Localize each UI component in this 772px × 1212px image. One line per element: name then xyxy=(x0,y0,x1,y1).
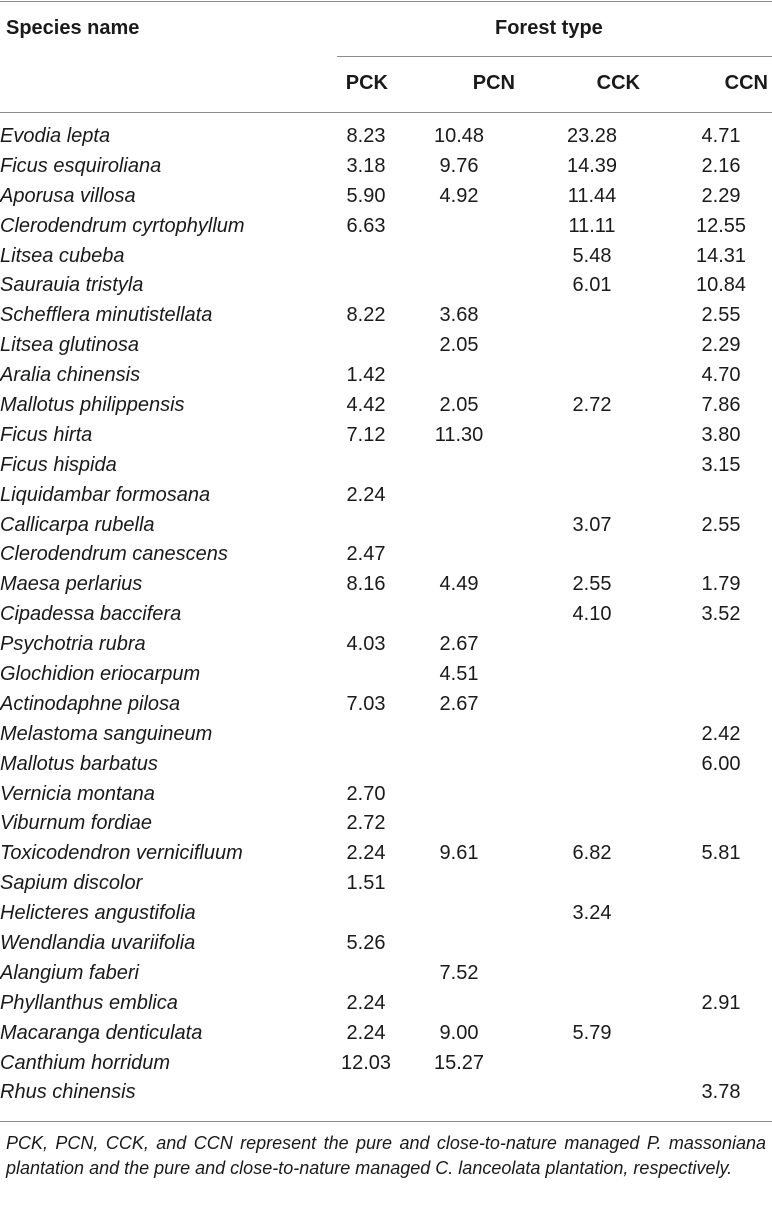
value-cell-cck xyxy=(514,958,670,988)
species-cell: Schefflera minutistellata xyxy=(0,304,213,327)
value-cell-pcn xyxy=(404,480,514,510)
table-row xyxy=(0,719,772,749)
value-cell-ccn xyxy=(670,928,772,958)
species-cell: Phyllanthus emblica xyxy=(0,991,178,1014)
value-cell-cck: 4.10 xyxy=(572,603,612,626)
value-cell-pck: 2.24 xyxy=(346,1021,386,1044)
table-bottom-rule xyxy=(0,1121,772,1122)
value-cell-ccn: 10.84 xyxy=(695,274,747,297)
value-cell-ccn: 12.55 xyxy=(695,214,747,237)
table-row xyxy=(0,420,772,450)
value-cell-pck: 8.22 xyxy=(346,304,386,327)
value-cell-ccn: 4.71 xyxy=(701,124,741,147)
value-cell-cck: 6.01 xyxy=(572,274,612,297)
value-cell-pck xyxy=(328,241,404,271)
species-cell: Psychotria rubra xyxy=(0,633,146,656)
value-cell-pck: 1.42 xyxy=(346,364,386,387)
table-row xyxy=(0,360,772,390)
value-cell-pck: 6.63 xyxy=(346,214,386,237)
value-cell-cck xyxy=(514,300,670,330)
table-row xyxy=(0,838,772,868)
value-cell-cck xyxy=(514,330,670,360)
value-cell-cck: 14.39 xyxy=(566,154,618,177)
species-cell: Rhus chinensis xyxy=(0,1081,136,1104)
value-cell-cck xyxy=(514,539,670,569)
species-cell: Wendlandia uvariifolia xyxy=(0,931,196,954)
value-cell-pcn xyxy=(404,779,514,809)
table-row xyxy=(0,211,772,241)
table-footnote: PCK, PCN, CCK, and CCN represent the pure and close-to-nature managed P. massoniana plantation and the pure and close-to-nature managed C. lanceolata plantation, respectively. xyxy=(6,1133,766,1178)
species-cell: Mallotus barbatus xyxy=(0,752,158,775)
value-cell-pck: 2.47 xyxy=(346,543,386,566)
value-cell-pck: 12.03 xyxy=(340,1051,392,1074)
value-cell-pck: 4.42 xyxy=(346,393,386,416)
table-row xyxy=(0,270,772,300)
value-cell-ccn xyxy=(670,898,772,928)
value-cell-pck: 2.24 xyxy=(346,991,386,1014)
species-table-body xyxy=(0,121,772,1107)
value-cell-cck: 2.72 xyxy=(572,393,612,416)
value-cell-ccn: 2.16 xyxy=(701,154,741,177)
value-cell-ccn: 2.55 xyxy=(701,513,741,536)
value-cell-ccn: 2.29 xyxy=(701,334,741,357)
species-cell: Evodia lepta xyxy=(0,124,111,147)
value-cell-ccn xyxy=(670,958,772,988)
species-cell: Maesa perlarius xyxy=(0,573,143,596)
table-row xyxy=(0,868,772,898)
species-cell: Liquidambar formosana xyxy=(0,483,211,506)
value-cell-ccn: 1.79 xyxy=(701,573,741,596)
value-cell-cck xyxy=(514,868,670,898)
value-cell-cck xyxy=(514,450,670,480)
species-cell: Aralia chinensis xyxy=(0,364,141,387)
value-cell-ccn: 4.70 xyxy=(701,364,741,387)
value-cell-pck: 8.16 xyxy=(346,573,386,596)
species-cell: Toxicodendron vernicifluum xyxy=(0,842,243,865)
value-cell-pcn: 4.49 xyxy=(439,573,479,596)
species-cell: Ficus esquiroliana xyxy=(0,154,162,177)
column-header-pck: PCK xyxy=(345,72,388,94)
value-cell-ccn: 3.15 xyxy=(701,453,741,476)
table-row xyxy=(0,121,772,151)
species-cell: Cipadessa baccifera xyxy=(0,603,182,626)
value-cell-cck xyxy=(514,719,670,749)
value-cell-cck xyxy=(514,988,670,1018)
table-row xyxy=(0,599,772,629)
value-cell-ccn: 2.42 xyxy=(701,722,741,745)
value-cell-ccn xyxy=(670,868,772,898)
value-cell-pcn: 4.92 xyxy=(439,184,479,207)
value-cell-cck: 3.24 xyxy=(572,902,612,925)
value-cell-pcn xyxy=(404,988,514,1018)
value-cell-ccn: 5.81 xyxy=(701,842,741,865)
value-cell-ccn xyxy=(670,539,772,569)
species-cell: Saurauia tristyla xyxy=(0,274,144,297)
value-cell-cck: 23.28 xyxy=(566,124,618,147)
table-row xyxy=(0,629,772,659)
value-cell-cck: 5.79 xyxy=(572,1021,612,1044)
table-row xyxy=(0,749,772,779)
value-cell-pcn: 4.51 xyxy=(439,662,479,685)
value-cell-cck: 11.44 xyxy=(567,184,617,207)
value-cell-pcn xyxy=(404,360,514,390)
value-cell-pcn: 9.00 xyxy=(439,1021,479,1044)
table-row xyxy=(0,151,772,181)
value-cell-pck: 7.03 xyxy=(346,692,386,715)
table-row xyxy=(0,480,772,510)
value-cell-pck xyxy=(328,270,404,300)
header-bottom-rule xyxy=(0,112,772,113)
table-row xyxy=(0,659,772,689)
value-cell-pcn xyxy=(404,719,514,749)
value-cell-pcn xyxy=(404,808,514,838)
value-cell-cck xyxy=(514,779,670,809)
value-cell-cck xyxy=(514,689,670,719)
table-row xyxy=(0,1078,772,1108)
value-cell-pck: 4.03 xyxy=(346,633,386,656)
value-cell-pck xyxy=(328,659,404,689)
value-cell-cck xyxy=(514,420,670,450)
value-cell-ccn: 2.29 xyxy=(701,184,741,207)
value-cell-pck xyxy=(328,599,404,629)
value-cell-cck xyxy=(514,928,670,958)
species-cell: Actinodaphne pilosa xyxy=(0,692,181,715)
value-cell-cck: 6.82 xyxy=(572,842,612,865)
value-cell-pck: 2.70 xyxy=(346,782,386,805)
species-cell: Melastoma sanguineum xyxy=(0,722,213,745)
value-cell-cck xyxy=(514,749,670,779)
table-row xyxy=(0,958,772,988)
table-row xyxy=(0,569,772,599)
value-cell-pcn: 3.68 xyxy=(439,304,479,327)
species-cell: Clerodendrum cyrtophyllum xyxy=(0,214,245,237)
value-cell-pck xyxy=(328,330,404,360)
value-cell-ccn: 7.86 xyxy=(701,393,741,416)
value-cell-pcn: 9.76 xyxy=(439,154,479,177)
species-cell: Viburnum fordiae xyxy=(0,812,152,835)
species-cell: Canthium horridum xyxy=(0,1051,171,1074)
value-cell-cck: 5.48 xyxy=(572,244,612,267)
value-cell-pck: 5.90 xyxy=(346,184,386,207)
species-cell: Glochidion eriocarpum xyxy=(0,662,201,685)
value-cell-ccn xyxy=(670,779,772,809)
value-cell-pcn xyxy=(404,450,514,480)
value-cell-pcn xyxy=(404,928,514,958)
species-cell: Alangium faberi xyxy=(0,961,139,984)
species-cell: Litsea cubeba xyxy=(0,244,125,267)
species-cell: Callicarpa rubella xyxy=(0,513,155,536)
forest-type-header: Forest type xyxy=(495,17,603,39)
value-cell-pcn: 10.48 xyxy=(433,124,485,147)
value-cell-ccn xyxy=(670,659,772,689)
value-cell-ccn xyxy=(670,1048,772,1078)
table-row xyxy=(0,390,772,420)
value-cell-pck xyxy=(328,510,404,540)
value-cell-pcn xyxy=(404,599,514,629)
value-cell-cck xyxy=(514,659,670,689)
value-cell-pck xyxy=(328,450,404,480)
value-cell-pcn xyxy=(404,510,514,540)
value-cell-pcn: 2.67 xyxy=(439,633,479,656)
table-row xyxy=(0,689,772,719)
value-cell-ccn: 3.52 xyxy=(701,603,741,626)
value-cell-ccn: 3.78 xyxy=(701,1081,741,1104)
value-cell-ccn xyxy=(670,689,772,719)
species-name-header: Species name xyxy=(6,17,140,39)
value-cell-ccn: 2.91 xyxy=(701,991,741,1014)
value-cell-ccn xyxy=(670,480,772,510)
table-row xyxy=(0,1048,772,1078)
value-cell-pck: 5.26 xyxy=(346,931,386,954)
value-cell-cck: 11.11 xyxy=(568,214,616,237)
table-row xyxy=(0,510,772,540)
value-cell-pck: 2.24 xyxy=(346,483,386,506)
value-cell-ccn: 3.80 xyxy=(701,423,741,446)
table-row xyxy=(0,300,772,330)
table-row xyxy=(0,450,772,480)
value-cell-cck: 2.55 xyxy=(572,573,612,596)
table-row xyxy=(0,241,772,271)
value-cell-cck xyxy=(514,480,670,510)
value-cell-cck: 3.07 xyxy=(572,513,612,536)
value-cell-pcn xyxy=(404,749,514,779)
table-row xyxy=(0,779,772,809)
forest-type-underline xyxy=(337,56,772,57)
value-cell-pck: 8.23 xyxy=(346,124,386,147)
value-cell-pcn xyxy=(404,241,514,271)
value-cell-pck xyxy=(328,958,404,988)
table-top-rule xyxy=(0,1,772,2)
value-cell-pcn: 2.05 xyxy=(439,393,479,416)
species-cell: Vernicia montana xyxy=(0,782,155,805)
table-row xyxy=(0,330,772,360)
table-row xyxy=(0,539,772,569)
species-cell: Clerodendrum canescens xyxy=(0,543,228,566)
value-cell-pcn: 9.61 xyxy=(439,842,479,865)
value-cell-pck: 1.51 xyxy=(346,872,386,895)
species-cell: Mallotus philippensis xyxy=(0,393,185,416)
value-cell-ccn xyxy=(670,808,772,838)
value-cell-pck xyxy=(328,749,404,779)
species-cell: Ficus hispida xyxy=(0,453,117,476)
species-cell: Ficus hirta xyxy=(0,423,93,446)
value-cell-pcn xyxy=(404,211,514,241)
value-cell-pcn xyxy=(404,270,514,300)
value-cell-pcn: 15.27 xyxy=(433,1051,485,1074)
table-row xyxy=(0,1018,772,1048)
value-cell-pck xyxy=(328,898,404,928)
species-cell: Aporusa villosa xyxy=(0,184,136,207)
value-cell-pcn: 2.05 xyxy=(439,334,479,357)
value-cell-pck: 7.12 xyxy=(346,423,386,446)
value-cell-cck xyxy=(514,1048,670,1078)
value-cell-pck xyxy=(328,719,404,749)
value-cell-ccn xyxy=(670,1018,772,1048)
value-cell-pcn: 11.30 xyxy=(434,423,484,446)
table-row xyxy=(0,928,772,958)
table-row xyxy=(0,988,772,1018)
column-header-cck: CCK xyxy=(596,72,640,94)
species-cell: Macaranga denticulata xyxy=(0,1021,203,1044)
value-cell-ccn xyxy=(670,629,772,659)
value-cell-pck: 3.18 xyxy=(346,154,386,177)
species-cell: Litsea glutinosa xyxy=(0,334,139,357)
column-header-ccn: CCN xyxy=(724,72,768,94)
species-cell: Helicteres angustifolia xyxy=(0,902,196,925)
value-cell-cck xyxy=(514,1078,670,1108)
value-cell-pcn xyxy=(404,539,514,569)
value-cell-pcn xyxy=(404,1078,514,1108)
value-cell-cck xyxy=(514,808,670,838)
value-cell-ccn: 14.31 xyxy=(695,244,747,267)
table-row xyxy=(0,181,772,211)
value-cell-ccn: 2.55 xyxy=(701,304,741,327)
value-cell-pck: 2.72 xyxy=(346,812,386,835)
value-cell-pck: 2.24 xyxy=(346,842,386,865)
value-cell-pcn: 7.52 xyxy=(439,961,479,984)
species-cell: Sapium discolor xyxy=(0,872,143,895)
value-cell-cck xyxy=(514,629,670,659)
table-row xyxy=(0,808,772,838)
column-header-pcn: PCN xyxy=(472,72,515,94)
value-cell-pck xyxy=(328,1078,404,1108)
value-cell-pcn xyxy=(404,868,514,898)
value-cell-pcn xyxy=(404,898,514,928)
value-cell-pcn: 2.67 xyxy=(439,692,479,715)
value-cell-cck xyxy=(514,360,670,390)
table-row xyxy=(0,898,772,928)
value-cell-ccn: 6.00 xyxy=(701,752,741,775)
